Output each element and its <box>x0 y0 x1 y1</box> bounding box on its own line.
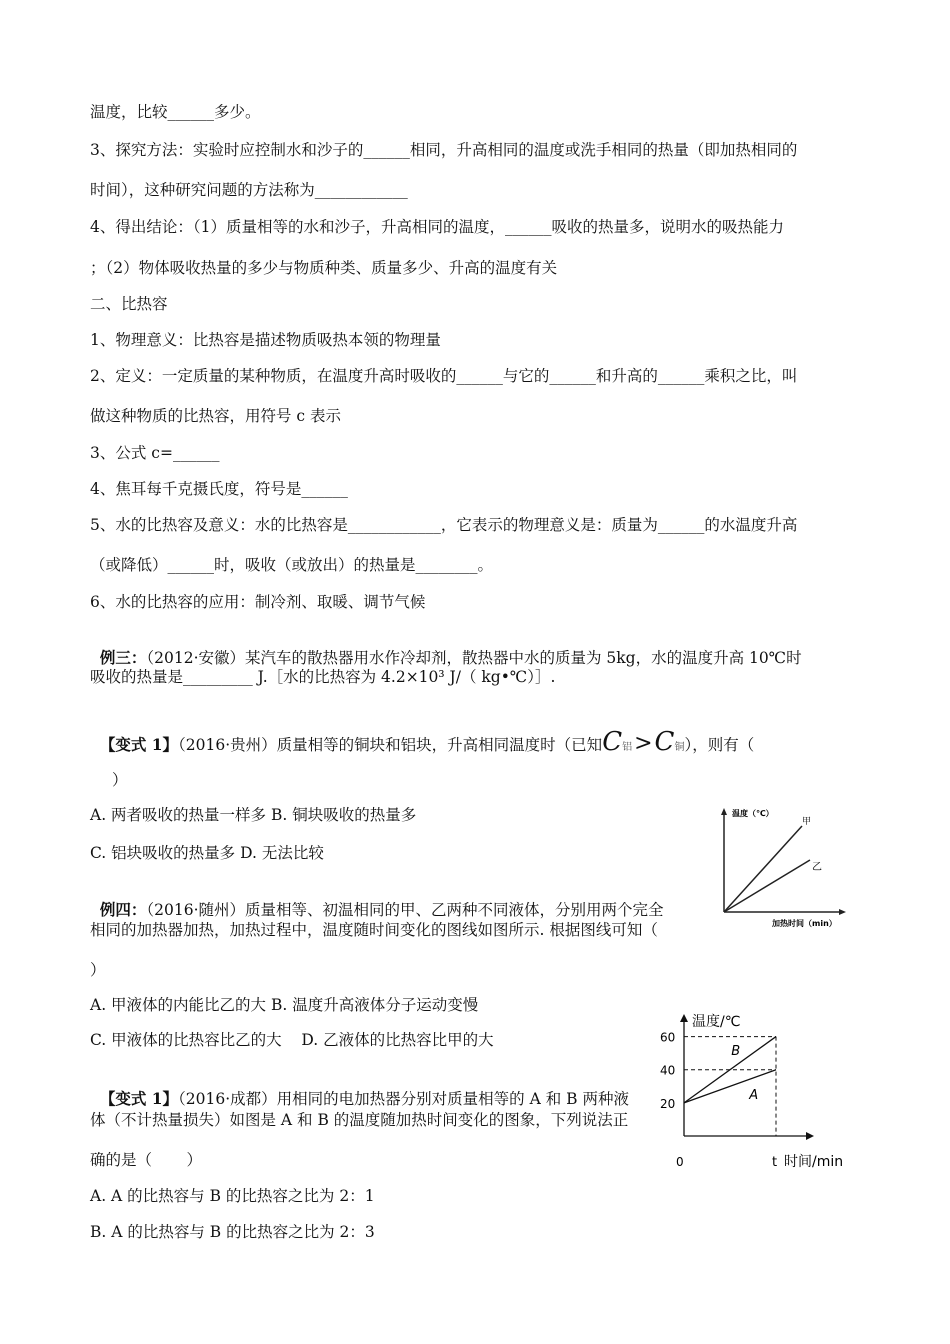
variant-1a <box>90 712 754 758</box>
variant-text-tail: ），则有（ <box>684 736 755 754</box>
variant-text: （2016·成都）用相同的电加热器分别对质量相等的 A 和 B 两种液 <box>178 1090 629 1108</box>
text-line: 3、公式 c=______ <box>90 444 220 462</box>
text-line: 做这种物质的比热容，用符号 c 表示 <box>90 407 342 425</box>
y-tick-label: 40 <box>660 1063 676 1078</box>
y-tick-label: 60 <box>660 1030 676 1045</box>
y-axis-title: 温度/℃ <box>692 1014 741 1030</box>
y-axis-arrow <box>680 1014 688 1022</box>
example-label: 例四： <box>99 900 147 919</box>
text-line: （或降低）______时，吸收（或放出）的热量是________。 <box>90 556 494 574</box>
text-line: 3、探究方法：实验时应控制水和沙子的______相同，升高相同的温度或洗手相同的热量（即加热相同的 <box>90 141 798 159</box>
x-axis-arrow <box>839 909 846 915</box>
line-yi <box>724 860 810 912</box>
option-line: C. 铝块吸收的热量多 D. 无法比较 <box>90 844 324 862</box>
y-axis-label: 温度（℃） <box>732 809 774 818</box>
text-line: 体（不计热量损失）如图是 A 和 B 的温度随加热时间变化的图象，下列说法正 <box>90 1111 629 1129</box>
text-line: 温度，比较______多少。 <box>90 103 261 121</box>
series-label-b: B <box>731 1044 741 1060</box>
label-jia: 甲 <box>802 817 812 827</box>
text-line: 2、定义：一定质量的某种物质，在温度升高时吸收的______与它的______和升高的______乘积之比，叫 <box>90 367 798 385</box>
x-axis-title: 时间/min <box>784 1154 844 1170</box>
text-line: ） <box>112 771 128 789</box>
example-4 <box>90 880 664 920</box>
x-axis-arrow <box>806 1132 814 1140</box>
label-yi: 乙 <box>812 862 822 873</box>
text-line: 4、焦耳每千克摄氏度，符号是______ <box>90 480 348 498</box>
variant-text: （2016·贵州）质量相等的铜块和铝块，升高相同温度时（已知 <box>178 736 603 754</box>
option-line: A. 甲液体的内能比乙的大 B. 温度升高液体分子运动变慢 <box>90 996 479 1014</box>
x-axis-label: 加热时间（min） <box>772 919 837 928</box>
text-line: ） <box>90 961 106 979</box>
variant-label: 【变式 1】 <box>99 735 179 754</box>
option-line: A. 两者吸收的热量一样多 B. 铜块吸收的热量多 <box>90 806 417 824</box>
chart-ab <box>660 1008 860 1178</box>
example-label: 例三： <box>99 648 147 667</box>
example-text: （2012·安徽）某汽车的散热器用水作冷却剂，散热器中水的质量为 5kg，水的温度升高 10℃时 <box>146 649 802 667</box>
option-line: A. A 的比热容与 B 的比热容之比为 2：1 <box>90 1187 375 1205</box>
series-line-a <box>684 1070 776 1103</box>
text-line: 5、水的比热容及意义：水的比热容是____________，它表示的物理意义是：质量为______的水温度升高 <box>90 516 798 534</box>
text-line: 6、水的比热容的应用：制冷剂、取暖、调节气候 <box>90 593 426 611</box>
figure-jia-yi-graph <box>710 800 860 930</box>
subscript-al: 铝 <box>622 742 633 753</box>
text-line: 吸收的热量是_________ J.［水的比热容为 4.2×10³ J/（ kg•℃）］. <box>90 668 556 686</box>
example-text: （2016·随州）质量相等、初温相同的甲、乙两种不同液体，分别用两个完全 <box>146 901 664 919</box>
line-jia <box>724 826 802 912</box>
variant-1b <box>90 1069 629 1109</box>
subscript-cu: 铜 <box>674 742 685 753</box>
x-tick-label: t <box>772 1155 778 1170</box>
gt-sign: > <box>634 731 653 756</box>
series-label-a: A <box>749 1087 759 1103</box>
text-line: 时间），这种研究问题的方法称为____________ <box>90 181 408 199</box>
section-heading: 二、比热容 <box>90 295 168 313</box>
text-line: 4、得出结论：（1）质量相等的水和沙子，升高相同的温度，______吸收的热量多，说明水的吸热能力 <box>90 218 784 236</box>
text-line: 1、物理意义：比热容是描述物质吸热本领的物理量 <box>90 331 441 349</box>
c-symbol: C <box>654 727 675 757</box>
variant-label: 【变式 1】 <box>99 1089 179 1108</box>
example-3 <box>90 628 802 668</box>
text-line: 确的是（ ） <box>90 1151 202 1169</box>
y-tick-label: 20 <box>660 1096 676 1111</box>
text-line: 相同的加热器加热，加热过程中，温度随时间变化的图线如图所示. 根据图线可知（ <box>90 921 658 939</box>
option-line: B. A 的比热容与 B 的比热容之比为 2：3 <box>90 1223 375 1241</box>
text-line: ；（2）物体吸收热量的多少与物质种类、质量多少、升高的温度有关 <box>90 259 558 277</box>
c-symbol: C <box>602 727 623 757</box>
option-line: C. 甲液体的比热容比乙的大 D. 乙液体的比热容比甲的大 <box>90 1031 494 1049</box>
origin-label: 0 <box>676 1155 684 1169</box>
y-axis-arrow <box>721 808 727 815</box>
